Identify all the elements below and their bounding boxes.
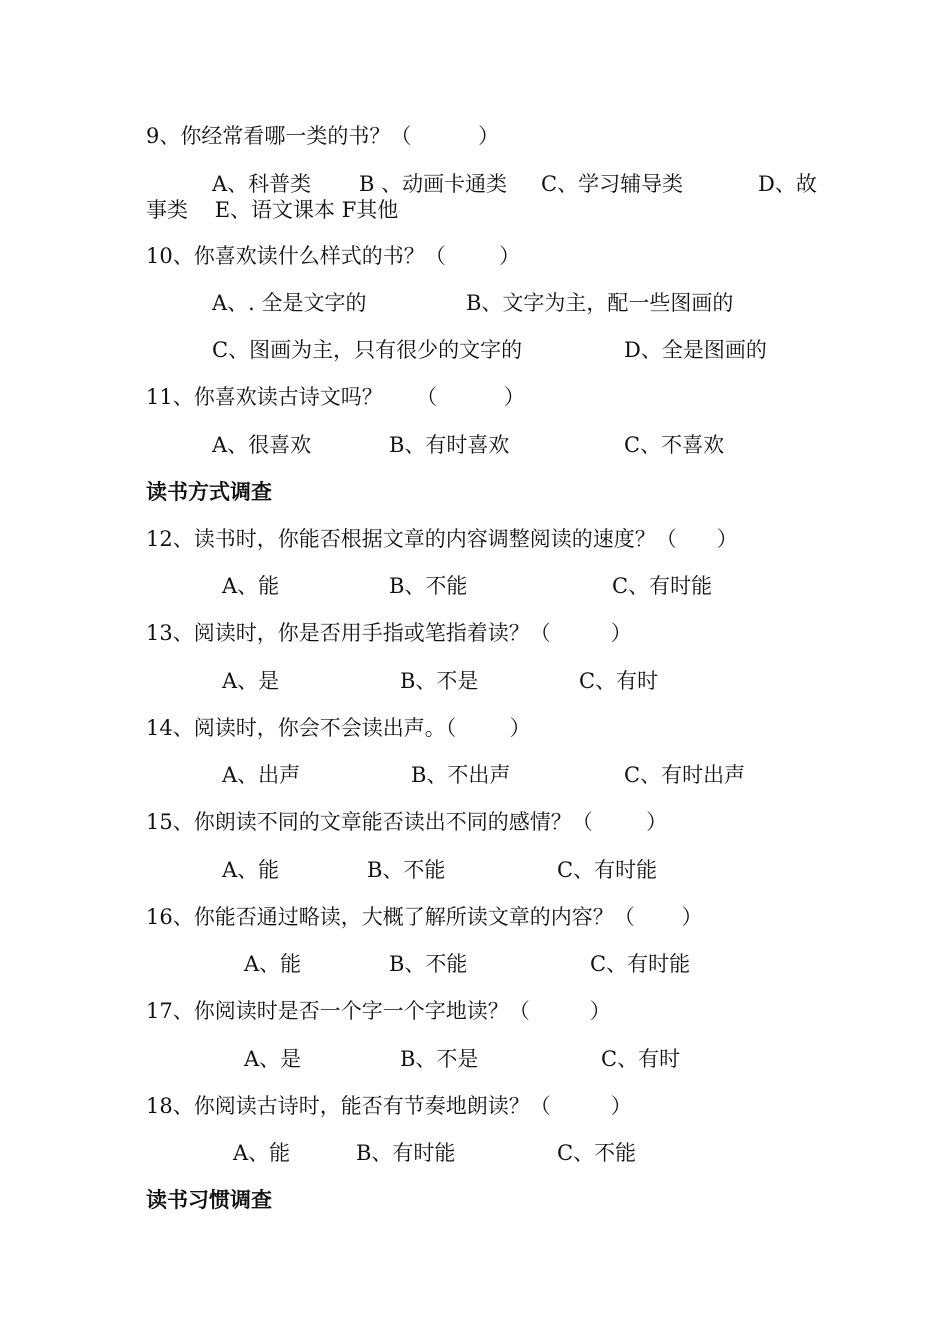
question-10-prompt: 10、你喜欢读什么样式的书？（ ） (146, 244, 521, 268)
question-18-prompt: 18、你阅读古诗时，能否有节奏地朗读？（ ） (146, 1094, 632, 1118)
question-17-prompt: 17、你阅读时是否一个字一个字地读？（ ） (146, 999, 611, 1023)
question-13-option-c: C、有时 (579, 669, 659, 693)
question-11-option-c: C、不喜欢 (624, 433, 725, 457)
question-15-prompt: 15、你朗读不同的文章能否读出不同的感情？（ ） (146, 810, 668, 834)
question-16-prompt: 16、你能否通过略读，大概了解所读文章的内容？（ ） (146, 905, 703, 929)
question-16-option-a: A、能 (244, 952, 302, 976)
question-13-option-a: A、是 (222, 669, 280, 693)
question-12-prompt: 12、读书时，你能否根据文章的内容调整阅读的速度？（ ） (146, 527, 738, 551)
question-10-option-b: B、文字为主，配一些图画的 (466, 291, 734, 315)
question-14-option-a: A、出声 (222, 763, 301, 787)
question-16-option-c: C、有时能 (590, 952, 691, 976)
question-14-option-b: B、不出声 (411, 763, 511, 787)
question-12-option-b: B、不能 (389, 574, 468, 598)
question-9-options-wrap: 事类 E、语文课本 F其他 (146, 198, 399, 222)
question-9-option-d: D、故 (758, 172, 817, 196)
question-18-option-b: B、有时能 (356, 1141, 456, 1165)
question-15-option-c: C、有时能 (557, 858, 658, 882)
question-16-option-b: B、不能 (389, 952, 468, 976)
question-17-option-b: B、不是 (400, 1047, 479, 1071)
question-17-option-a: A、是 (244, 1047, 302, 1071)
question-18-option-c: C、不能 (557, 1141, 637, 1165)
question-9-option-b: B 、动画卡通类 (359, 172, 508, 196)
question-9-option-a: A、科普类 (212, 172, 312, 196)
question-14-prompt: 14、阅读时，你会不会读出声。（ ） (146, 716, 531, 740)
section-heading-reading-habits: 读书习惯调查 (146, 1188, 272, 1212)
question-12-option-c: C、有时能 (612, 574, 713, 598)
question-10-option-c: C、图画为主，只有很少的文字的 (212, 338, 523, 362)
question-15-option-a: A、能 (222, 858, 280, 882)
question-10-option-d: D、全是图画的 (624, 338, 767, 362)
question-9-option-c: C、学习辅导类 (541, 172, 684, 196)
question-11-prompt: 11、你喜欢读古诗文吗？ （ ） (146, 385, 525, 409)
question-12-option-a: A、能 (222, 574, 280, 598)
question-11-option-b: B、有时喜欢 (389, 433, 510, 457)
question-13-option-b: B、不是 (400, 669, 479, 693)
question-13-prompt: 13、阅读时，你是否用手指或笔指着读？（ ） (146, 621, 632, 645)
question-9-prompt: 9、你经常看哪一类的书？（ ） (146, 124, 500, 148)
question-18-option-a: A、能 (233, 1141, 291, 1165)
question-11-option-a: A、很喜欢 (212, 433, 312, 457)
question-10-option-a: A、. 全是文字的 (212, 291, 367, 315)
section-heading-reading-method: 读书方式调查 (146, 480, 272, 504)
question-14-option-c: C、有时出声 (624, 763, 746, 787)
question-17-option-c: C、有时 (601, 1047, 681, 1071)
question-15-option-b: B、不能 (367, 858, 446, 882)
